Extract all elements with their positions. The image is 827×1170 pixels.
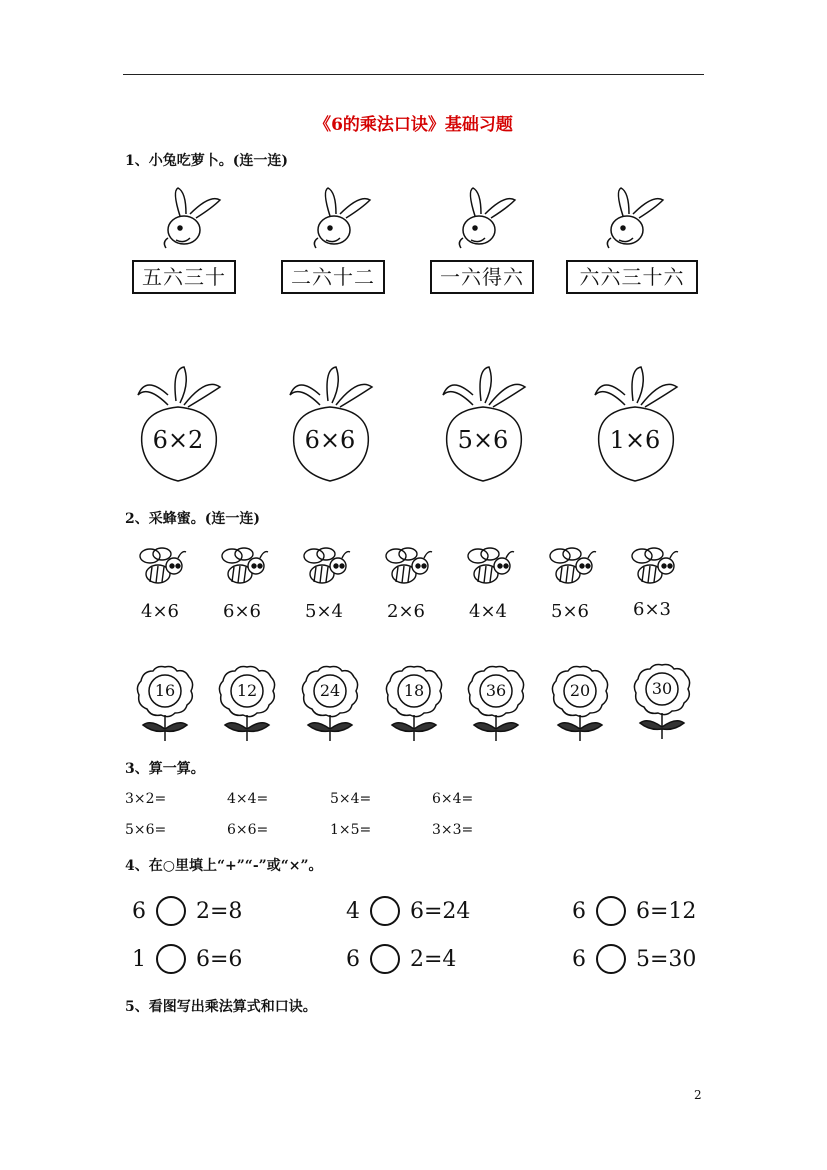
operator-equation <box>346 944 456 974</box>
question-3-heading: 3、算一算。 <box>125 761 205 777</box>
bee-label: 5×6 <box>551 601 589 622</box>
radish-label: 6×2 <box>152 426 204 454</box>
operator-equation <box>132 896 242 926</box>
calc-item: 3×2= <box>125 791 167 807</box>
flower-icon <box>217 663 277 743</box>
bee-label: 5×4 <box>305 601 343 622</box>
page-number: 2 <box>694 1088 702 1102</box>
bee-label: 2×6 <box>387 601 425 622</box>
calc-item: 6×4= <box>432 791 474 807</box>
operator-equation <box>132 944 242 974</box>
flower-icon <box>300 663 360 743</box>
calc-item: 3×3= <box>432 822 474 838</box>
rabbit-sign: 五六三十 <box>132 260 236 294</box>
operator-circle[interactable] <box>156 944 186 974</box>
operator-circle[interactable] <box>156 896 186 926</box>
calc-item: 1×5= <box>330 822 372 838</box>
bee-icon <box>380 544 436 594</box>
radish-icon <box>433 365 533 485</box>
radish-label: 6×6 <box>304 426 356 454</box>
rabbit-sign: 二六十二 <box>281 260 385 294</box>
bee-icon <box>134 544 190 594</box>
equation-operand: 4 <box>346 898 360 924</box>
bee-icon <box>544 544 600 594</box>
operator-circle[interactable] <box>370 896 400 926</box>
question-5-heading: 5、看图写出乘法算式和口诀。 <box>125 999 317 1015</box>
flower-label: 20 <box>569 681 591 700</box>
operator-equation <box>572 896 696 926</box>
calc-item: 6×6= <box>227 822 269 838</box>
operator-equation <box>572 944 696 974</box>
bee-label: 6×3 <box>633 599 671 620</box>
operator-circle[interactable] <box>596 896 626 926</box>
radish-icon <box>280 365 380 485</box>
radish-icon <box>128 365 228 485</box>
equation-operand: 1 <box>132 946 146 972</box>
rabbit-icon <box>150 186 230 256</box>
bee-icon <box>462 544 518 594</box>
flower-label: 36 <box>485 681 507 700</box>
flower-label: 18 <box>403 681 425 700</box>
flower-label: 30 <box>651 679 673 698</box>
equation-rest: 5=30 <box>636 946 697 972</box>
bee-label: 4×4 <box>469 601 507 622</box>
rabbit-icon <box>300 186 380 256</box>
flower-icon <box>632 661 692 741</box>
radish-label: 5×6 <box>457 426 509 454</box>
rabbit-icon <box>593 186 673 256</box>
bee-icon <box>216 544 272 594</box>
equation-rest: 6=6 <box>196 946 243 972</box>
equation-rest: 2=4 <box>410 946 457 972</box>
bee-icon <box>298 544 354 594</box>
operator-equation <box>346 896 470 926</box>
flower-label: 12 <box>236 681 258 700</box>
flower-icon <box>135 663 195 743</box>
calc-item: 4×4= <box>227 791 269 807</box>
operator-circle[interactable] <box>596 944 626 974</box>
flower-icon <box>550 663 610 743</box>
bee-label: 6×6 <box>223 601 261 622</box>
question-1-heading: 1、小兔吃萝卜。(连一连) <box>125 153 288 169</box>
equation-operand: 6 <box>572 898 586 924</box>
top-rule <box>123 74 704 75</box>
calc-item: 5×4= <box>330 791 372 807</box>
radish-icon <box>585 365 685 485</box>
bee-label: 4×6 <box>141 601 179 622</box>
flower-icon <box>384 663 444 743</box>
operator-circle[interactable] <box>370 944 400 974</box>
equation-operand: 6 <box>346 946 360 972</box>
equation-operand: 6 <box>132 898 146 924</box>
question-2-heading: 2、采蜂蜜。(连一连) <box>125 511 260 527</box>
equation-operand: 6 <box>572 946 586 972</box>
page-title: 《6的乘法口诀》基础习题 <box>314 115 513 135</box>
bee-icon <box>626 544 682 594</box>
calc-item: 5×6= <box>125 822 167 838</box>
rabbit-sign: 一六得六 <box>430 260 534 294</box>
flower-icon <box>466 663 526 743</box>
radish-label: 1×6 <box>609 426 661 454</box>
equation-rest: 2=8 <box>196 898 243 924</box>
equation-rest: 6=24 <box>410 898 471 924</box>
rabbit-icon <box>445 186 525 256</box>
equation-rest: 6=12 <box>636 898 697 924</box>
rabbit-sign: 六六三十六 <box>566 260 698 294</box>
flower-label: 16 <box>154 681 176 700</box>
question-4-heading: 4、在○里填上“+”“-”或“×”。 <box>125 858 323 874</box>
flower-label: 24 <box>319 681 341 700</box>
